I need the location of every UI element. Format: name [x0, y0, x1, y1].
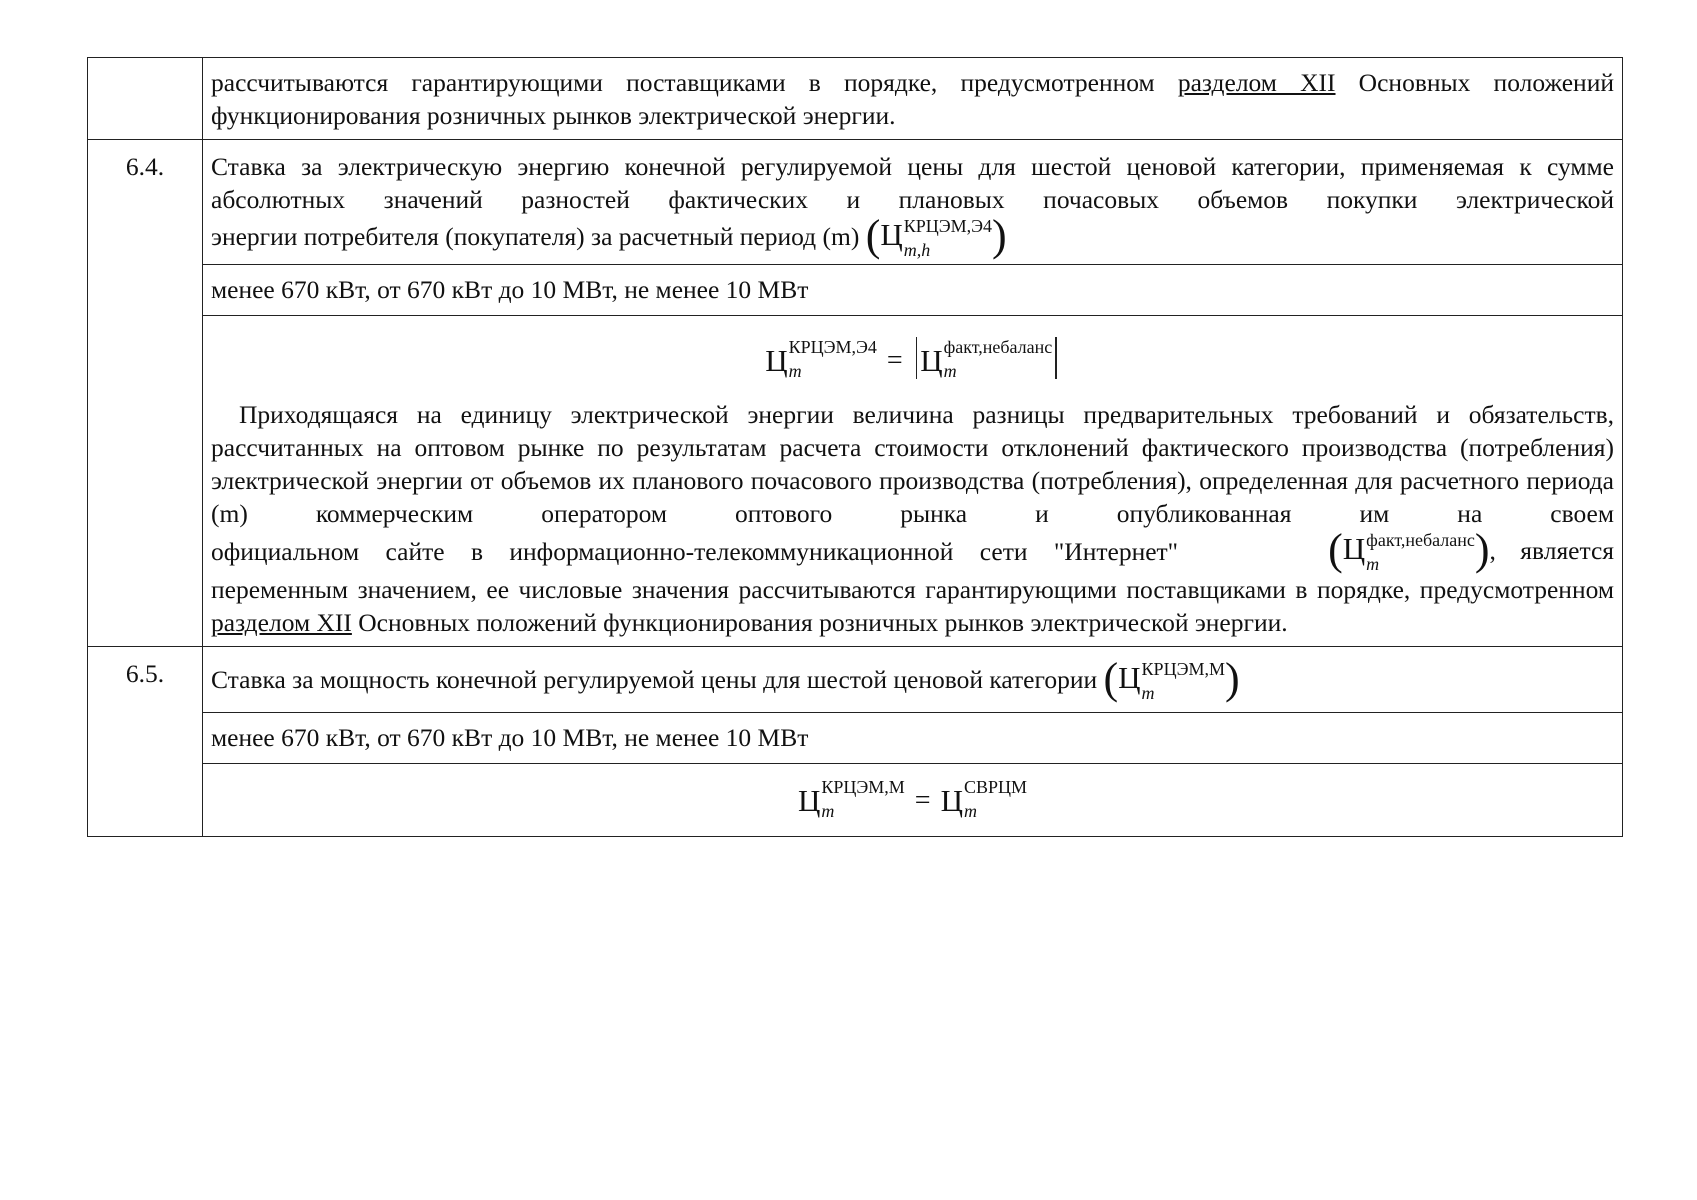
section-xii-link[interactable]: разделом XII	[1177, 68, 1336, 97]
table-row-6-5-heading	[88, 647, 1623, 713]
row-6-4-heading-text-b: энергии потребителя (покупателя) за расчетный период (m)	[211, 222, 860, 251]
paragraph-6-4-b-line	[211, 524, 1614, 575]
rhs-indices	[963, 777, 1028, 822]
lhs-symbol: Ц	[797, 782, 821, 818]
continuation-text-b: Основных положений функционирования розничных рынков электрической энергии.	[211, 68, 1614, 130]
main-formula-6-4	[211, 330, 1614, 390]
lhs-subscript: m	[821, 801, 835, 822]
row-6-5-formula-cell	[203, 764, 1623, 837]
row-number-6-5: 6.5.	[88, 647, 203, 837]
row-number-cell-empty	[88, 58, 203, 140]
right-paren: )	[1224, 653, 1240, 703]
rhs-superscript: факт,небаланс	[943, 337, 1053, 358]
formula-subscript: m	[1141, 683, 1155, 704]
paragraph-6-4-a: Приходящаяся на единицу электрической энергии величина разницы предварительных требований и обязательств, рассчитанных на оптовом рынке по результатам расчета стоимости отклонений фактического производства (потребления) электрической энергии от объемов их планового почасового производства (потребления), определенная для расчетного периода (m) коммерческим оператором оптового рынка и опубликованная им на своем	[211, 400, 1614, 529]
section-xii-link-2[interactable]: разделом XII	[211, 608, 352, 638]
paragraph-6-4-c: , является	[1489, 536, 1614, 566]
spacer	[211, 390, 1614, 398]
row-6-4-heading-text-a: Ставка за электрическую энергию конечной регулируемой цены для шестой ценовой категории, применяемая к сумме абсолютных значений разностей фактических и плановых почасовых объемов покупки электрической	[211, 152, 1614, 214]
formula-indices	[903, 216, 993, 261]
right-paren: )	[1474, 524, 1490, 574]
abs-bar-left	[916, 337, 918, 379]
formula-superscript: факт,небаланс	[1366, 530, 1475, 551]
heading-formula-6-5	[1103, 653, 1240, 704]
table-row-continuation	[88, 58, 1623, 140]
rhs-indices	[943, 337, 1053, 382]
paragraph-6-4-b: официальном сайте в информационно-телекоммуникационной сети "Интернет"	[211, 537, 1179, 567]
main-formula-6-5	[211, 770, 1614, 830]
row-6-4-heading-line-b	[211, 210, 1614, 261]
lhs-superscript: КРЦЭМ,Э4	[788, 337, 877, 358]
formula-superscript: КРЦЭМ,Э4	[903, 216, 993, 237]
lhs-indices	[821, 777, 905, 822]
row-6-5-power-ranges: менее 670 кВт, от 670 кВт до 10 МВт, не менее 10 МВт	[203, 713, 1623, 764]
paragraph-6-4-d-text: переменным значением, ее числовые значения рассчитываются гарантирующими поставщиками в порядке, предусмотренном	[211, 575, 1614, 605]
table-row-6-4-ranges	[88, 265, 1623, 316]
lhs-subscript: m	[788, 361, 802, 382]
row-number-6-4: 6.4.	[88, 140, 203, 647]
formula-indices	[1141, 659, 1225, 704]
formula-symbol: Ц	[880, 217, 903, 252]
right-paren: )	[992, 210, 1007, 260]
formula-subscript: m,h	[903, 240, 931, 261]
equals-sign: =	[914, 784, 931, 816]
rhs-symbol: Ц	[920, 342, 943, 378]
formula-symbol: Ц	[1118, 660, 1141, 696]
rhs-subscript: m	[963, 801, 977, 822]
formula-subscript: m	[1366, 554, 1380, 575]
left-paren: (	[865, 210, 881, 260]
table-row-6-5-formula	[88, 764, 1623, 837]
tariff-table	[87, 57, 1623, 837]
formula-indices	[1366, 530, 1475, 575]
row-6-5-heading-text: Ставка за мощность конечной регулируемой цены для шестой ценовой категории	[211, 665, 1098, 695]
formula-symbol: Ц	[1342, 531, 1366, 567]
lhs-symbol: Ц	[765, 342, 788, 378]
heading-formula-6-4	[865, 210, 1007, 261]
row-6-4-power-ranges: менее 670 кВт, от 670 кВт до 10 МВт, не менее 10 МВт	[203, 265, 1623, 316]
lhs-indices	[788, 337, 877, 382]
formula-superscript: КРЦЭМ,М	[1141, 659, 1225, 680]
row-6-4-heading-cell	[203, 140, 1623, 265]
row-6-4-formula-cell	[203, 316, 1623, 647]
para-formula-6-4	[1328, 524, 1614, 575]
table-row-6-4-formula	[88, 316, 1623, 647]
lhs-superscript: КРЦЭМ,М	[821, 777, 905, 798]
paragraph-6-4-e: Основных положений функционирования розничных рынков электрической энергии.	[351, 608, 1288, 638]
paragraph-6-4-d	[211, 573, 1614, 639]
table-row-6-5-ranges	[88, 713, 1623, 764]
continuation-text	[203, 58, 1623, 140]
rhs-subscript: m	[943, 361, 957, 382]
rhs-symbol: Ц	[940, 782, 963, 818]
left-paren: (	[1328, 524, 1343, 574]
equals-sign: =	[886, 344, 903, 376]
row-6-5-heading-cell	[203, 647, 1623, 713]
abs-bar-right	[1055, 337, 1057, 379]
rhs-superscript: СВРЦМ	[963, 777, 1028, 798]
left-paren: (	[1103, 653, 1119, 703]
table-row-6-4-heading	[88, 140, 1623, 265]
continuation-text-a: рассчитываются гарантирующими поставщиками в порядке, предусмотренном	[211, 68, 1178, 97]
